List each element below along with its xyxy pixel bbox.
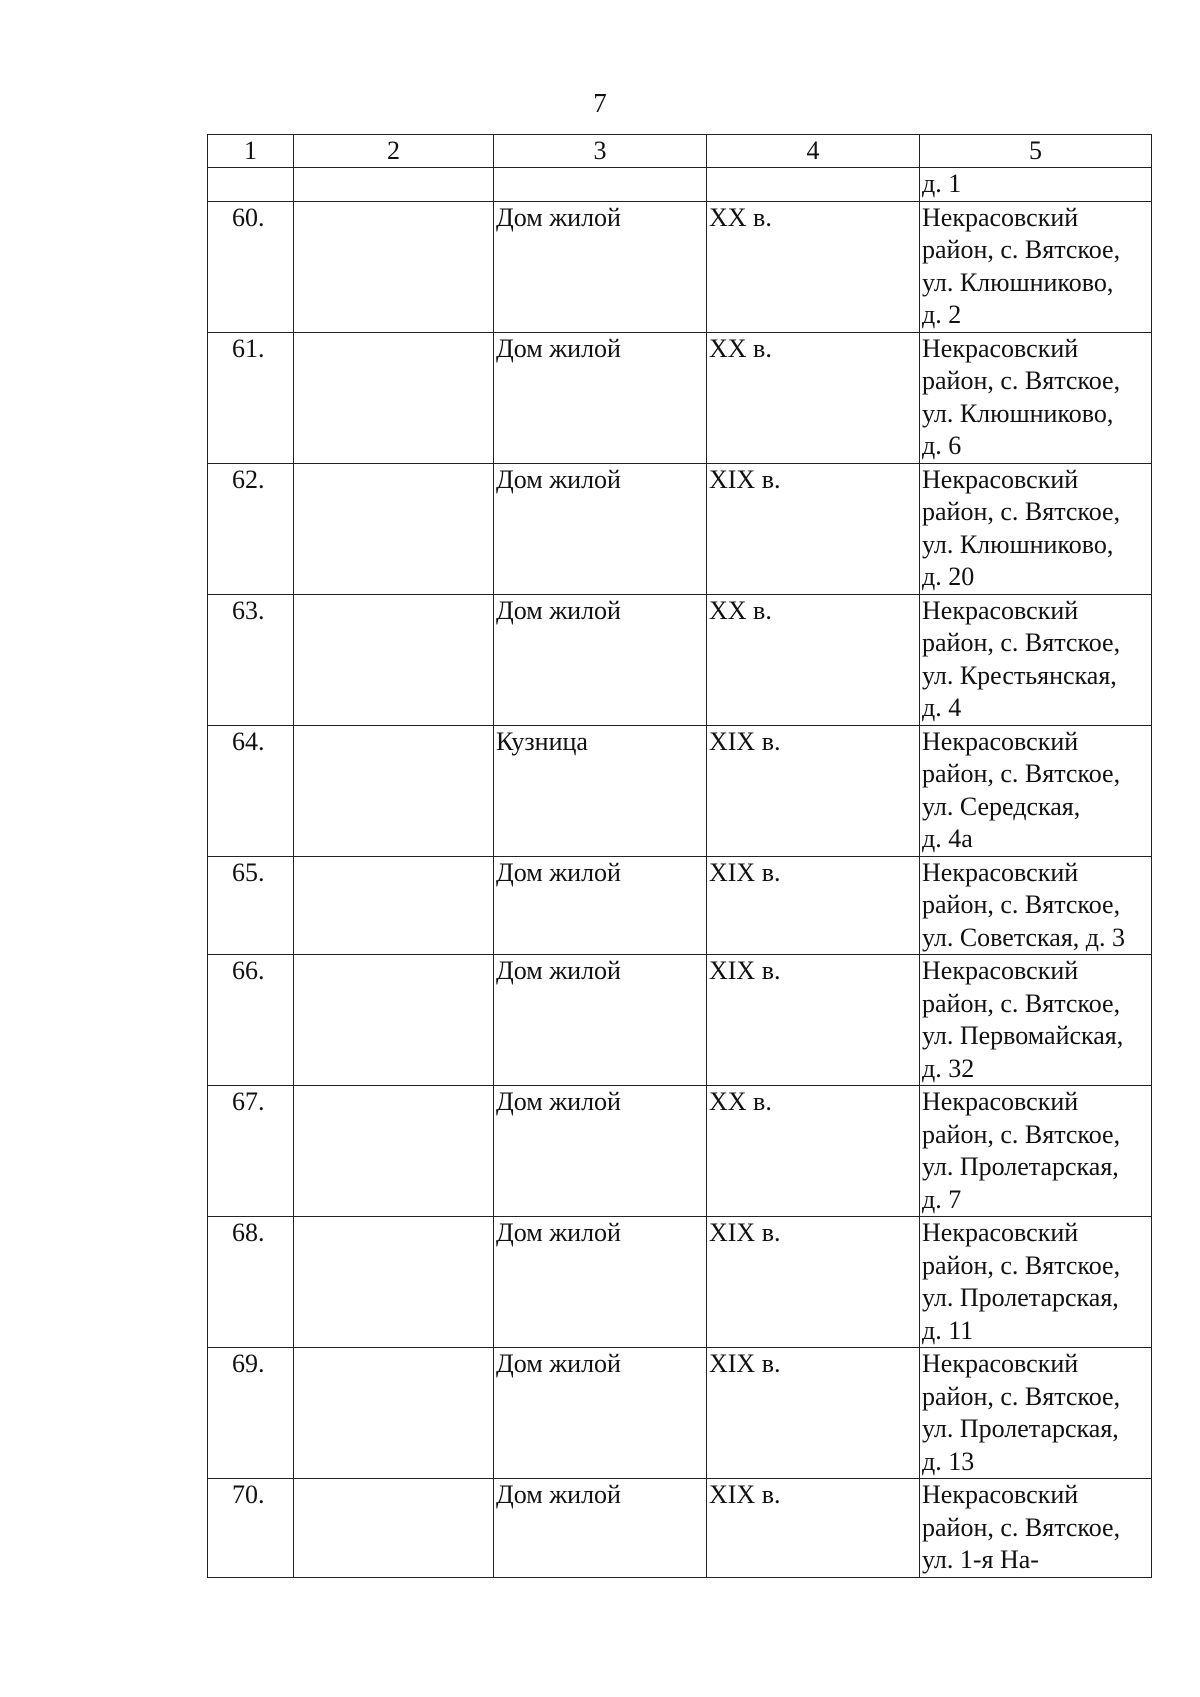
- address-line: д. 6: [922, 431, 962, 460]
- dating-cell: XX в.: [707, 594, 920, 725]
- object-name-cell: Дом жилой: [494, 1217, 707, 1348]
- row-number-cell: 70.: [208, 1479, 294, 1578]
- table-row: [208, 1086, 1152, 1217]
- column-2-cell: [294, 1086, 494, 1217]
- table-row: [208, 725, 1152, 856]
- address-line: д. 13: [922, 1446, 975, 1476]
- address-cell: [920, 1217, 1152, 1348]
- column-2-cell: [294, 201, 494, 332]
- address-cell: [920, 856, 1152, 955]
- address-cell: [920, 1479, 1152, 1578]
- address-line: район, с. Вятское,: [922, 235, 1121, 264]
- address-line: район, с. Вятское,: [922, 1250, 1121, 1280]
- dating-cell: XX в.: [707, 201, 920, 332]
- dating-cell: XX в.: [707, 1086, 920, 1217]
- header-cell-5: 5: [920, 135, 1152, 168]
- column-2-cell: [294, 1348, 494, 1479]
- address-line: ул. Пролетарская,: [922, 1283, 1119, 1312]
- table-row: [208, 332, 1152, 463]
- object-name-cell: Дом жилой: [494, 463, 707, 594]
- address-line: Некрасовский: [922, 1087, 1079, 1116]
- header-cell-3: 3: [494, 135, 707, 168]
- address-line: д. 7: [922, 1184, 962, 1214]
- address-line: район, с. Вятское,: [922, 1381, 1121, 1411]
- row-number-cell: 65.: [208, 856, 294, 955]
- address-line: д. 20: [922, 562, 975, 591]
- address-line: д. 1: [922, 169, 962, 198]
- address-line: ул. Клюшниково,: [922, 529, 1114, 559]
- dating-cell: XX в.: [707, 332, 920, 463]
- table-row: [208, 201, 1152, 332]
- address-cell: [920, 594, 1152, 725]
- address-line: Некрасовский: [922, 956, 1079, 985]
- object-name-cell: Дом жилой: [494, 201, 707, 332]
- address-line: Некрасовский: [922, 202, 1079, 232]
- table-row: [208, 856, 1152, 955]
- table-row: [208, 463, 1152, 594]
- address-line: д. 4а: [922, 824, 973, 853]
- column-2-cell: [294, 594, 494, 725]
- address-line: ул. Первомайская,: [922, 1021, 1124, 1050]
- table-header-row: [208, 135, 1152, 168]
- address-cell: [920, 1348, 1152, 1479]
- address-line: район, с. Вятское,: [922, 890, 1121, 919]
- address-line: д. 32: [922, 1053, 975, 1083]
- row-number-cell: 64.: [208, 725, 294, 856]
- dating-cell: XIX в.: [707, 955, 920, 1086]
- address-line: ул. Середская,: [922, 791, 1081, 821]
- address-line: Некрасовский: [922, 333, 1079, 363]
- address-line: ул. Крестьянская,: [922, 660, 1117, 690]
- page-number: 7: [593, 88, 607, 118]
- address-line: район, с. Вятское,: [922, 1512, 1121, 1542]
- address-line: ул. Пролетарская,: [922, 1152, 1119, 1181]
- address-line: Некрасовский: [922, 1218, 1079, 1247]
- table-row: [208, 594, 1152, 725]
- table-row: [208, 1479, 1152, 1578]
- address-line: район, с. Вятское,: [922, 988, 1121, 1018]
- address-line: ул. Советская, д. 3: [922, 922, 1126, 952]
- column-2-cell: [294, 955, 494, 1086]
- column-2-cell: [294, 1479, 494, 1578]
- row-number-cell: 63.: [208, 594, 294, 725]
- address-line: д. 11: [922, 1315, 974, 1345]
- address-cell: [920, 332, 1152, 463]
- address-line: Некрасовский: [922, 726, 1079, 756]
- object-name-cell: Кузница: [494, 725, 707, 856]
- object-name-cell: Дом жилой: [494, 1086, 707, 1217]
- object-name-cell: Дом жилой: [494, 955, 707, 1086]
- header-cell-2: 2: [294, 135, 494, 168]
- address-line: Некрасовский: [922, 595, 1079, 625]
- dating-cell: [707, 168, 920, 202]
- dating-cell: XIX в.: [707, 856, 920, 955]
- row-number-cell: [208, 168, 294, 202]
- object-name-cell: Дом жилой: [494, 856, 707, 955]
- column-2-cell: [294, 856, 494, 955]
- address-line: Некрасовский: [922, 464, 1079, 494]
- address-line: д. 2: [922, 300, 962, 329]
- row-number-cell: 60.: [208, 201, 294, 332]
- address-line: ул. Клюшниково,: [922, 398, 1114, 428]
- address-line: район, с. Вятское,: [922, 1119, 1121, 1149]
- address-line: Некрасовский: [922, 857, 1079, 887]
- dating-cell: XIX в.: [707, 1348, 920, 1479]
- monuments-table: [207, 134, 1152, 1578]
- column-2-cell: [294, 463, 494, 594]
- table-row: [208, 1348, 1152, 1479]
- column-2-cell: [294, 725, 494, 856]
- object-name-cell: Дом жилой: [494, 1479, 707, 1578]
- table-row: [208, 1217, 1152, 1348]
- row-number-cell: 67.: [208, 1086, 294, 1217]
- table-row: [208, 168, 1152, 202]
- object-name-cell: [494, 168, 707, 202]
- address-cell: [920, 201, 1152, 332]
- address-line: ул. Клюшниково,: [922, 267, 1114, 297]
- dating-cell: XIX в.: [707, 1217, 920, 1348]
- row-number-cell: 66.: [208, 955, 294, 1086]
- table-body: [208, 135, 1152, 1578]
- object-name-cell: Дом жилой: [494, 332, 707, 463]
- address-cell: [920, 463, 1152, 594]
- header-cell-4: 4: [707, 135, 920, 168]
- row-number-cell: 61.: [208, 332, 294, 463]
- address-line: район, с. Вятское,: [922, 366, 1121, 395]
- column-2-cell: [294, 1217, 494, 1348]
- address-cell: [920, 955, 1152, 1086]
- dating-cell: XIX в.: [707, 1479, 920, 1578]
- address-line: Некрасовский: [922, 1349, 1079, 1378]
- row-number-cell: 68.: [208, 1217, 294, 1348]
- header-cell-1: 1: [208, 135, 294, 168]
- address-line: район, с. Вятское,: [922, 497, 1121, 526]
- address-cell: [920, 725, 1152, 856]
- address-cell: [920, 168, 1152, 202]
- address-line: ул. 1-я На-: [922, 1545, 1039, 1574]
- object-name-cell: Дом жилой: [494, 594, 707, 725]
- row-number-cell: 62.: [208, 463, 294, 594]
- address-cell: [920, 1086, 1152, 1217]
- address-line: район, с. Вятское,: [922, 759, 1121, 788]
- column-2-cell: [294, 332, 494, 463]
- object-name-cell: Дом жилой: [494, 1348, 707, 1479]
- column-2-cell: [294, 168, 494, 202]
- dating-cell: XIX в.: [707, 725, 920, 856]
- dating-cell: XIX в.: [707, 463, 920, 594]
- address-line: Некрасовский: [922, 1480, 1079, 1509]
- address-line: ул. Пролетарская,: [922, 1414, 1119, 1443]
- address-line: район, с. Вятское,: [922, 628, 1121, 657]
- table-row: [208, 955, 1152, 1086]
- row-number-cell: 69.: [208, 1348, 294, 1479]
- address-line: д. 4: [922, 693, 962, 722]
